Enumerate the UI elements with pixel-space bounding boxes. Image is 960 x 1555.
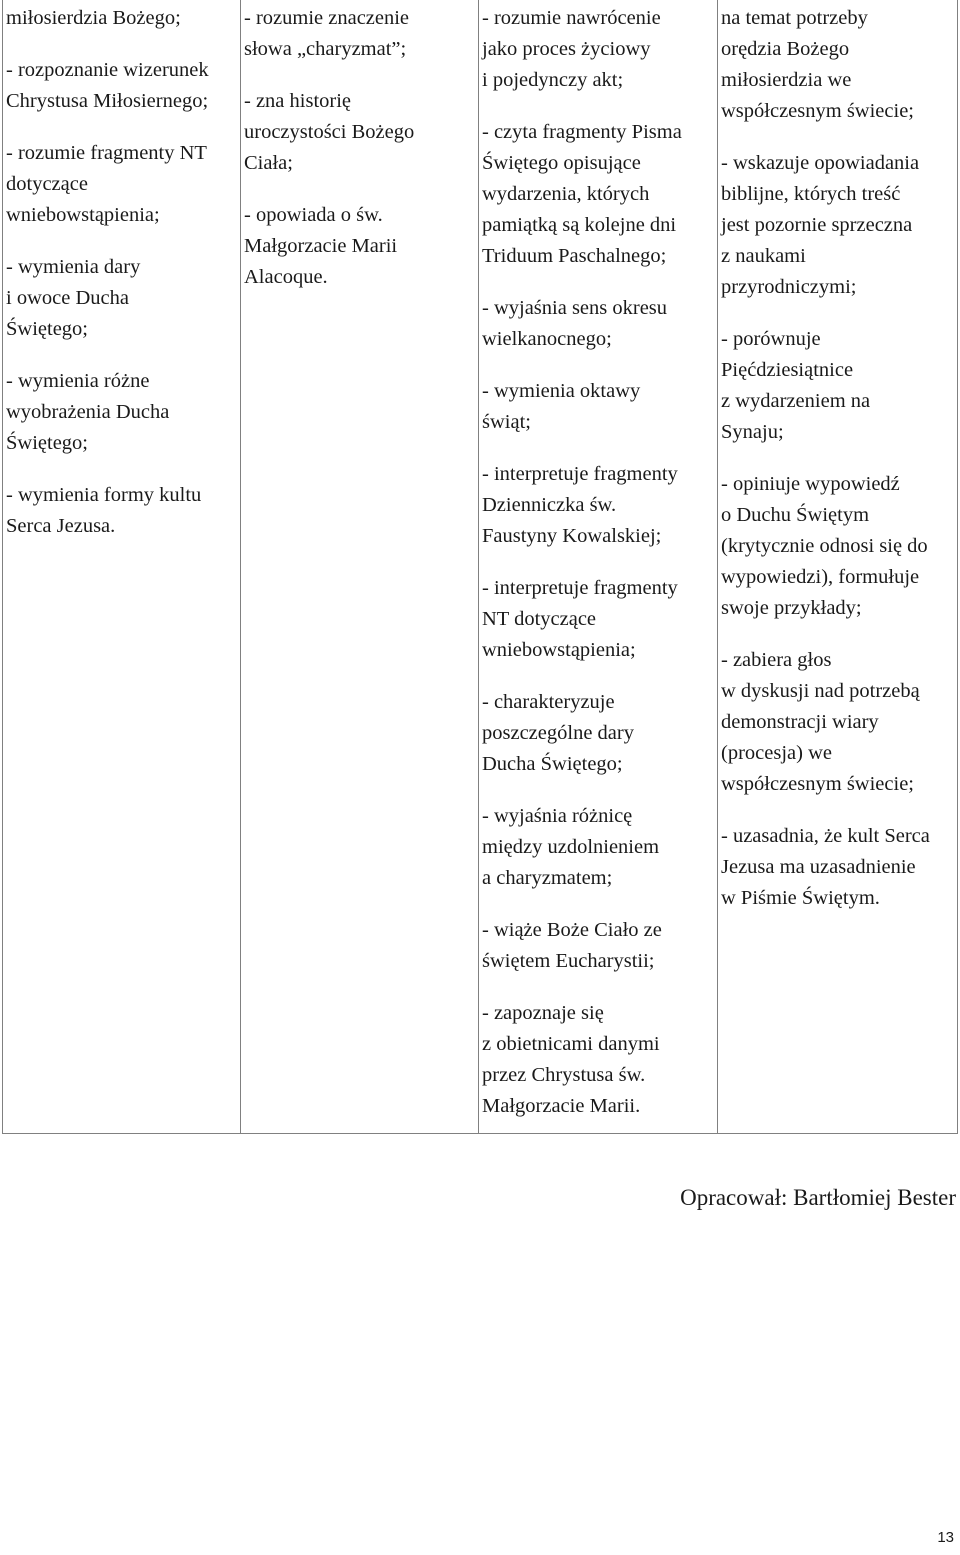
list-item: - charakteryzuje poszczególne dary Ducha Świętego;	[482, 691, 634, 775]
list-item: - rozumie znaczenie słowa „charyzmat”;	[244, 7, 410, 60]
table-column-3	[479, 0, 718, 1133]
list-item: - wyjaśnia sens okresu wielkanocnego;	[482, 297, 668, 350]
list-item: - opowiada o św. Małgorzacie Marii Alacoque.	[244, 204, 398, 288]
list-item: - wymienia formy kultu Serca Jezusa.	[6, 484, 202, 537]
list-item: na temat potrzeby orędzia Bożego miłosierdzia we współczesnym świecie;	[721, 7, 914, 122]
list-item: - rozpoznanie wizerunek Chrystusa Miłosiernego;	[6, 59, 209, 112]
list-item: - zna historię uroczystości Bożego Ciała;	[244, 90, 415, 174]
list-item: - opiniuje wypowiedź o Duchu Świętym (krytycznie odnosi się do wypowiedzi), formułuje swoje przykłady;	[721, 473, 928, 619]
table-column-1	[3, 0, 241, 1133]
list-item: - wiąże Boże Ciało ze świętem Eucharystii;	[482, 919, 662, 972]
list-item: - rozumie nawrócenie jako proces życiowy i pojedynczy akt;	[482, 7, 661, 91]
list-item: - czyta fragmenty Pisma Świętego opisujące wydarzenia, których pamiątką są kolejne dni Triduum Paschalnego;	[482, 121, 682, 267]
list-item: - interpretuje fragmenty NT dotyczące wniebowstąpienia;	[482, 577, 678, 661]
list-item: - zapoznaje się z obietnicami danymi przez Chrystusa św. Małgorzacie Marii.	[482, 1002, 660, 1117]
list-item: - uzasadnia, że kult Serca Jezusa ma uzasadnienie w Piśmie Świętym.	[721, 825, 930, 909]
requirements-table	[2, 0, 958, 1134]
table-column-4	[718, 0, 957, 1133]
list-item: - rozumie fragmenty NT dotyczące wniebowstąpienia;	[6, 142, 207, 226]
author-note: Opracował: Bartłomiej Bester	[680, 1185, 956, 1210]
list-item: - interpretuje fragmenty Dzienniczka św. Faustyny Kowalskiej;	[482, 463, 678, 547]
list-item: - wymienia różne wyobrażenia Ducha Świętego;	[6, 370, 170, 454]
table-column-2	[241, 0, 479, 1133]
list-item: - wskazuje opowiadania biblijne, których treść jest pozornie sprzeczna z naukami przyrodniczymi;	[721, 152, 920, 298]
list-item: - porównuje Pięćdziesiątnice z wydarzeniem na Synaju;	[721, 328, 871, 443]
list-item: - zabiera głos w dyskusji nad potrzebą demonstracji wiary (procesja) we współczesnym świecie;	[721, 649, 920, 795]
list-item: - wymienia dary i owoce Ducha Świętego;	[6, 256, 141, 340]
list-item: - wyjaśnia różnicę między uzdolnieniem a charyzmatem;	[482, 805, 660, 889]
page-number: 13	[937, 1529, 954, 1546]
list-item: - wymienia oktawy świąt;	[482, 380, 641, 433]
list-item: miłosierdzia Bożego;	[6, 7, 181, 29]
